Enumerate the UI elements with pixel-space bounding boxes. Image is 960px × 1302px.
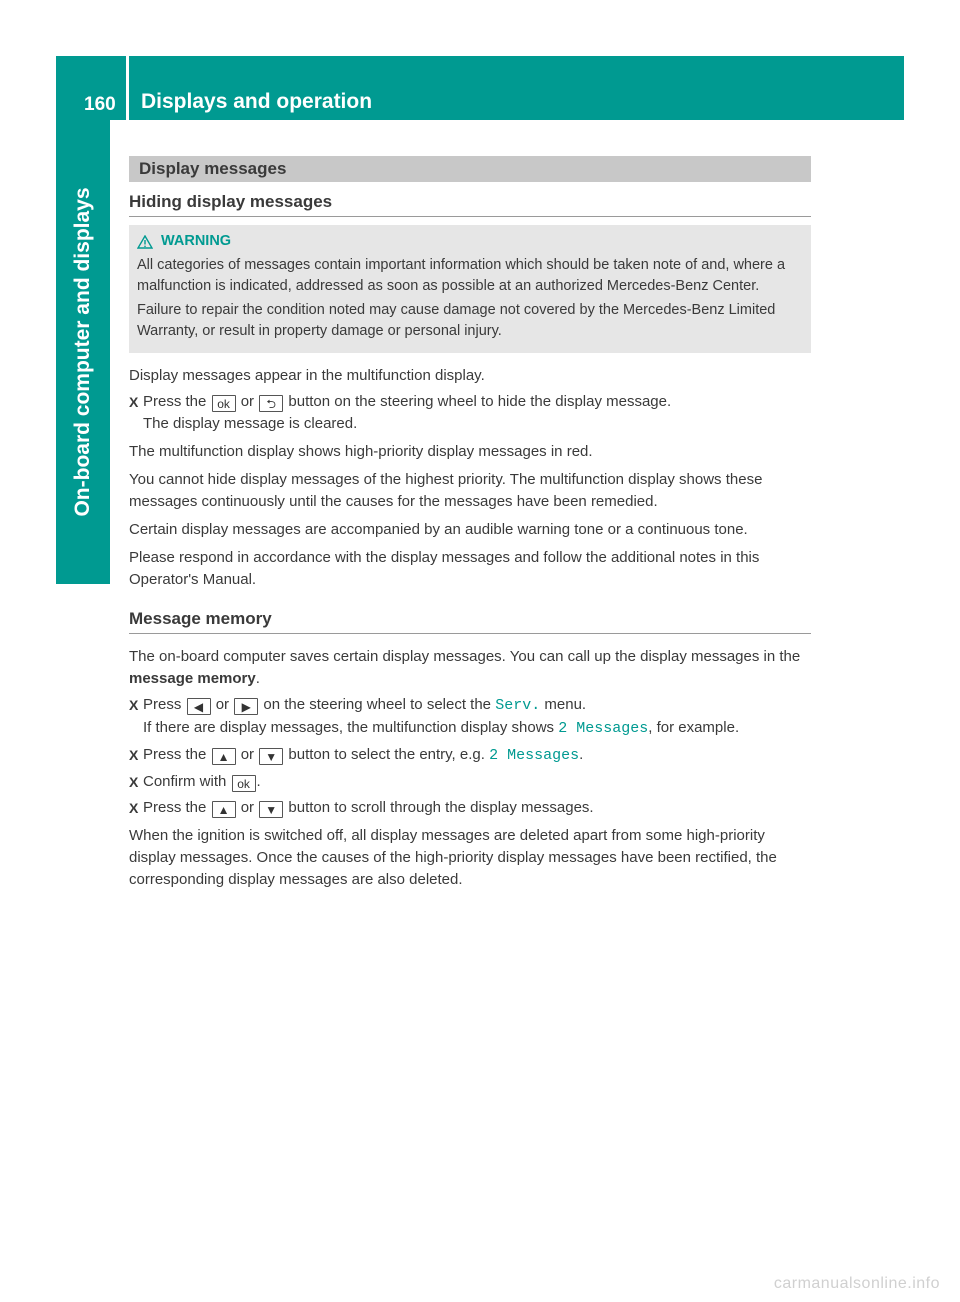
section-title: Display messages	[129, 156, 811, 182]
back-button-icon: ⮌	[259, 395, 283, 412]
memory-intro-suffix: .	[255, 670, 260, 687]
instruction-step	[129, 797, 811, 819]
display-text-messages: 2 Messages	[558, 720, 649, 737]
display-text-messages: 2 Messages	[489, 747, 580, 764]
paragraph-tone: Certain display messages are accompanied by an audible warning tone or a continuous tone.	[129, 521, 748, 538]
ok-button-icon: ok	[212, 395, 236, 412]
chapter-title: Displays and operation	[141, 90, 373, 113]
instruction-step	[129, 391, 811, 435]
instruction-step	[129, 694, 811, 740]
warning-paragraph-1: All categories of messages contain important information which should be taken note of and, where a malfunction is indicated, addressed as soon as possible at an authorized Mercedes-Benz Center.	[137, 257, 786, 294]
page-content	[129, 156, 811, 891]
instruction-step	[129, 771, 811, 793]
step-marker: X	[129, 697, 139, 713]
step-text: Press the	[143, 746, 207, 763]
page-number: 160	[84, 94, 116, 115]
warning-paragraph-2: Failure to repair the condition noted may cause damage not covered by the Mercedes-Benz Limited Warranty, or result in property damage or personal injury.	[137, 302, 776, 339]
memory-intro-text: The on-board computer saves certain display messages. You can call up the display messages in the	[129, 648, 801, 665]
warning-header	[137, 231, 803, 252]
up-arrow-button-icon: ▲	[212, 748, 236, 765]
step-text: Press the	[143, 393, 207, 410]
step-text: .	[579, 746, 584, 763]
step-text: Press	[143, 696, 182, 713]
step-text: or	[240, 393, 255, 410]
subsection-title-hiding: Hiding display messages	[129, 192, 811, 217]
step-marker: X	[129, 774, 139, 790]
step-result: The display message is cleared.	[143, 415, 358, 432]
down-arrow-button-icon: ▼	[259, 748, 283, 765]
left-arrow-button-icon: ◀	[187, 698, 211, 715]
warning-label: WARNING	[161, 233, 232, 249]
memory-intro	[129, 646, 811, 690]
step-marker: X	[129, 800, 139, 816]
memory-intro-bold: message memory	[129, 670, 256, 687]
step-text: or	[240, 746, 255, 763]
warning-box	[129, 225, 811, 353]
step-text: button to select the entry, e.g.	[288, 746, 485, 763]
paragraph-ignition: When the ignition is switched off, all display messages are deleted apart from some high-priority display messages. Once the causes of the high-priority display messages have been rectified, the corresponding display messages are also deleted.	[129, 827, 777, 888]
step-text: or	[215, 696, 230, 713]
step-result-suffix: , for example.	[648, 719, 740, 736]
paragraph-priority: You cannot hide display messages of the highest priority. The multifunction display shows these messages continuously until the causes for the messages have been remedied.	[129, 471, 763, 510]
step-result-text: If there are display messages, the multifunction display shows	[143, 719, 555, 736]
watermark: carmanualsonline.info	[773, 1275, 940, 1292]
step-text: Press the	[143, 799, 207, 816]
down-arrow-button-icon: ▼	[259, 801, 283, 818]
step-text: or	[240, 799, 255, 816]
up-arrow-button-icon: ▲	[212, 801, 236, 818]
step-text: on the steering wheel to select the	[263, 696, 492, 713]
step-result	[143, 717, 811, 740]
header-divider	[126, 56, 129, 120]
step-text: menu.	[544, 696, 587, 713]
subsection-title-memory: Message memory	[129, 609, 811, 634]
step-text: button to scroll through the display messages.	[288, 799, 594, 816]
paragraph-respond: Please respond in accordance with the display messages and follow the additional notes in this Operator's Manual.	[129, 549, 760, 588]
ok-button-icon: ok	[232, 775, 256, 792]
step-marker: X	[129, 747, 139, 763]
step-marker: X	[129, 394, 139, 410]
display-text-serv: Serv.	[495, 697, 541, 714]
intro-paragraph: Display messages appear in the multifunction display.	[129, 367, 485, 384]
side-tab-label: On-board computer and displays	[71, 187, 94, 517]
step-text: button on the steering wheel to hide the display message.	[288, 393, 672, 410]
paragraph-red: The multifunction display shows high-priority display messages in red.	[129, 443, 593, 460]
step-text: .	[256, 773, 261, 790]
instruction-step	[129, 744, 811, 767]
step-text: Confirm with	[143, 773, 227, 790]
right-arrow-button-icon: ▶	[234, 698, 258, 715]
warning-triangle-icon	[137, 235, 153, 249]
